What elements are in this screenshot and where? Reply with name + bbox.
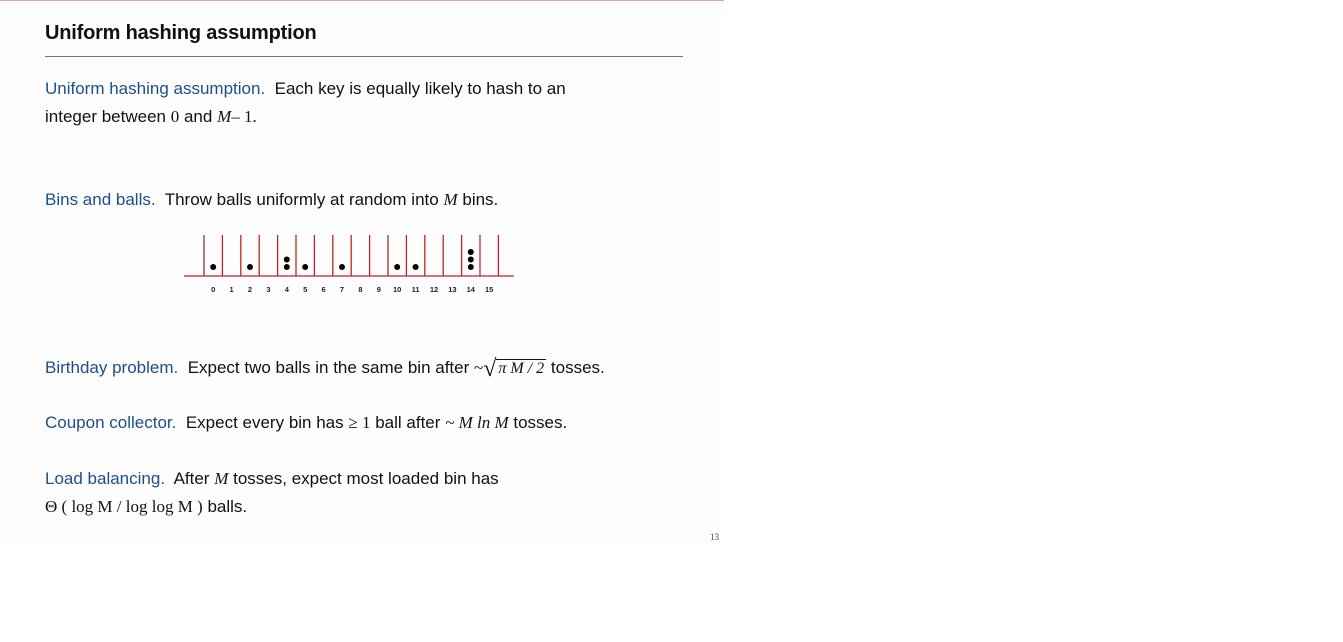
bin-label: 11 [411,285,420,294]
bins-m-variable: M [443,190,458,209]
sqrt-expression: √ π M / 2 [483,356,545,382]
uniform-hashing-paragraph [45,75,566,131]
title-divider [45,56,683,57]
bin-label: 12 [429,285,439,294]
bin-label: 3 [266,285,271,294]
birthday-term: Birthday problem. [45,358,179,377]
bin-label: 0 [211,285,216,294]
bin-label: 1 [229,285,234,294]
load-paragraph [45,465,499,493]
page-number: 13 [710,532,719,542]
coupon-text-b: ball after [375,413,441,432]
ball [284,257,290,263]
ball [394,264,400,270]
ball [247,264,253,270]
bin-label: 14 [466,285,475,294]
bin-label: 13 [448,285,457,294]
bins-balls-paragraph [45,186,498,214]
uniform-hashing-text-line2: integer between [45,107,166,126]
load-text-a: After [173,469,210,488]
bin-label: 15 [485,285,494,294]
load-m-variable: M [214,469,229,488]
ball [339,264,345,270]
bin-label: 5 [303,285,308,294]
load-text-c: balls. [207,497,248,516]
birthday-paragraph [45,354,605,383]
slide [0,0,724,545]
ball [284,264,290,270]
bins-balls-text-b: bins. [462,190,499,209]
ball [468,249,474,255]
ball [413,264,419,270]
uniform-hashing-text-line1: Each key is equally likely to hash to an [274,79,566,98]
ball [468,257,474,263]
bins-balls-text-a: Throw balls uniformly at random into [164,190,439,209]
coupon-ge1: ≥ 1 [348,413,371,432]
coupon-text-c: tosses. [513,413,568,432]
ball [210,264,216,270]
minus-one: – 1. [231,107,257,126]
slide-title: Uniform hashing assumption [45,22,317,44]
ball [468,264,474,270]
sqrt-radicand: π M / 2 [498,360,545,377]
and-word: and [183,107,213,126]
top-rule [0,0,724,1]
birthday-tilde: ~ [474,358,484,377]
bin-label: 7 [339,285,345,294]
load-term: Load balancing. [45,469,166,488]
m-variable: M [217,107,232,126]
birthday-text-b: tosses. [550,358,605,377]
coupon-text-a: Expect every bin has [185,413,344,432]
bin-label: 6 [321,285,326,294]
load-paragraph-line2 [45,493,247,521]
bin-label: 9 [376,285,381,294]
bins-and-balls-diagram [184,232,518,298]
coupon-paragraph [45,409,567,437]
bin-label: 4 [284,285,289,294]
bin-label: 10 [393,285,402,294]
birthday-text-a: Expect two balls in the same bin after [187,358,470,377]
bin-label: 2 [247,285,253,294]
ball [302,264,308,270]
bins-balls-term: Bins and balls. [45,190,156,209]
coupon-expr: ~ M ln M [445,413,509,432]
coupon-term: Coupon collector. [45,413,177,432]
theta-expression: Θ ( log M / log log M ) [45,497,203,516]
uniform-hashing-term: Uniform hashing assumption. [45,79,266,98]
zero-value: 0 [170,107,180,126]
bin-label: 8 [358,285,363,294]
load-text-b: tosses, expect most loaded bin has [233,469,499,488]
